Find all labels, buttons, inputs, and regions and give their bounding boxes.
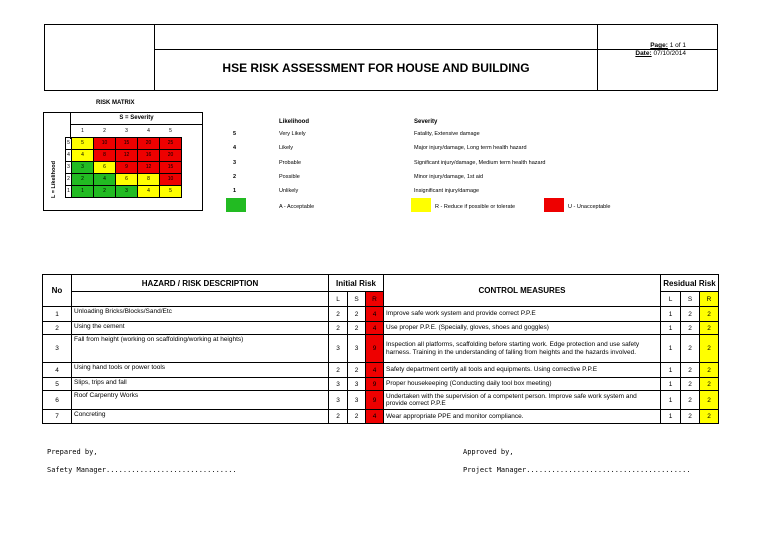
legend-severity: Minor injury/damage, 1st aid — [414, 173, 484, 180]
hazard-description: Using hand tools or power tools — [72, 363, 329, 378]
col-header-initial-s: S — [348, 292, 366, 307]
col-header-hazard: HAZARD / RISK DESCRIPTION — [72, 275, 329, 292]
row-number: 3 — [43, 335, 72, 363]
residual-likelihood: 1 — [661, 322, 681, 335]
residual-likelihood: 1 — [661, 335, 681, 363]
initial-risk-rating: 9 — [366, 378, 384, 391]
matrix-col-header: 1 — [81, 128, 84, 135]
col-header-control: CONTROL MEASURES — [384, 275, 661, 307]
legend-number: 2 — [233, 173, 237, 180]
residual-risk-rating: 2 — [700, 363, 719, 378]
control-measures: Improve safe work system and provide correct P.P.E — [384, 307, 661, 322]
initial-severity: 3 — [348, 335, 366, 363]
hazard-description: Slips, trips and fall — [72, 378, 329, 391]
control-measures: Wear appropriate PPE and monitor compliance. — [384, 410, 661, 424]
safety-manager-line: Safety Manager............................... — [47, 466, 237, 474]
matrix-col-header: 5 — [169, 128, 172, 135]
initial-likelihood: 3 — [329, 335, 348, 363]
initial-risk-rating: 4 — [366, 410, 384, 424]
matrix-cell: 15 — [160, 161, 182, 173]
matrix-cell: 20 — [138, 137, 160, 149]
acceptable-label: A - Acceptable — [279, 204, 315, 210]
initial-risk-rating: 9 — [366, 335, 384, 363]
page-info — [600, 42, 686, 58]
col-header-residual-s: S — [681, 292, 700, 307]
matrix-cell: 5 — [160, 185, 182, 197]
matrix-cell: 6 — [94, 161, 116, 173]
residual-severity: 2 — [681, 410, 700, 424]
matrix-cell: 4 — [72, 149, 94, 161]
residual-risk-rating: 2 — [700, 378, 719, 391]
col-header-residual-r: R — [700, 292, 719, 307]
risk-matrix-grid — [65, 126, 182, 198]
matrix-cell: 10 — [160, 173, 182, 185]
table-row — [43, 335, 719, 363]
initial-likelihood: 2 — [329, 322, 348, 335]
matrix-cell: 1 — [72, 185, 94, 197]
initial-risk-rating: 4 — [366, 322, 384, 335]
legend-likelihood: Probable — [279, 159, 302, 166]
matrix-cell: 8 — [94, 149, 116, 161]
hazard-description: Using the cement — [72, 322, 329, 335]
matrix-row-header: 1 — [66, 185, 72, 197]
row-number: 4 — [43, 363, 72, 378]
table-row — [43, 378, 719, 391]
matrix-row-header: 2 — [66, 173, 72, 185]
control-measures: Safety department certify all tools and equipments. Using corrective P.P.E — [384, 363, 661, 378]
residual-risk-rating: 2 — [700, 391, 719, 410]
reduce-label: R - Reduce if possible or tolerate — [435, 204, 516, 210]
matrix-row-header: 4 — [66, 149, 72, 161]
table-row — [43, 410, 719, 424]
residual-likelihood: 1 — [661, 363, 681, 378]
residual-severity: 2 — [681, 391, 700, 410]
hazard-description: Roof Carpentry Works — [72, 391, 329, 410]
matrix-row-header: 3 — [66, 161, 72, 173]
residual-risk-rating: 2 — [700, 410, 719, 424]
matrix-col-header: 3 — [125, 128, 128, 135]
residual-risk-rating: 2 — [700, 322, 719, 335]
initial-likelihood: 3 — [329, 391, 348, 410]
matrix-cell: 9 — [116, 161, 138, 173]
matrix-cell: 16 — [138, 149, 160, 161]
matrix-col-header: 2 — [103, 128, 106, 135]
page-value: 1 of 1 — [669, 42, 686, 49]
residual-severity: 2 — [681, 335, 700, 363]
col-header-initial-l: L — [329, 292, 348, 307]
approved-by-label: Approved by, — [463, 448, 514, 456]
row-number: 2 — [43, 322, 72, 335]
legend-likelihood: Possible — [279, 173, 300, 180]
col-header-residual-l: L — [661, 292, 681, 307]
acceptable-swatch — [226, 198, 246, 212]
legend-severity-header: Severity — [414, 119, 438, 125]
initial-likelihood: 2 — [329, 363, 348, 378]
col-header-initial-r: R — [366, 292, 384, 307]
initial-severity: 2 — [348, 410, 366, 424]
residual-severity: 2 — [681, 322, 700, 335]
unacceptable-label: U - Unacceptable — [568, 204, 611, 210]
matrix-cell: 10 — [94, 137, 116, 149]
matrix-col-header: 4 — [147, 128, 150, 135]
table-row — [43, 363, 719, 378]
document-title: HSE RISK ASSESSMENT FOR HOUSE AND BUILDING — [222, 61, 530, 75]
matrix-cell: 12 — [116, 149, 138, 161]
initial-severity: 3 — [348, 391, 366, 410]
matrix-cell: 25 — [160, 137, 182, 149]
legend-number: 4 — [233, 145, 237, 152]
page-label: Page: — [650, 42, 668, 49]
row-number: 7 — [43, 410, 72, 424]
initial-risk-rating: 9 — [366, 391, 384, 410]
matrix-cell: 8 — [138, 173, 160, 185]
hazard-description: Concreting — [72, 410, 329, 424]
col-header-residual-risk: Residual Risk — [661, 275, 719, 292]
residual-likelihood: 1 — [661, 307, 681, 322]
row-number: 5 — [43, 378, 72, 391]
matrix-title: RISK MATRIX — [96, 100, 135, 106]
header-divider-left — [154, 24, 155, 91]
matrix-cell: 6 — [116, 173, 138, 185]
residual-likelihood: 1 — [661, 378, 681, 391]
table-row — [43, 391, 719, 410]
hazard-description: Unloading Bricks/Blocks/Sand/Etc — [72, 307, 329, 322]
legend-severity: Major injury/damage, Long term health hazard — [414, 145, 527, 152]
table-row — [43, 307, 719, 322]
unacceptable-swatch — [544, 198, 564, 212]
legend-severity: Fatality, Extensive damage — [414, 131, 480, 137]
matrix-cell: 2 — [72, 173, 94, 185]
matrix-severity-header: S = Severity — [119, 115, 154, 121]
date-value: 07/10/2014 — [653, 50, 686, 57]
initial-risk-rating: 4 — [366, 307, 384, 322]
table-row — [43, 322, 719, 335]
row-number: 1 — [43, 307, 72, 322]
residual-severity: 2 — [681, 307, 700, 322]
legend-number: 1 — [233, 188, 237, 195]
matrix-cell: 5 — [72, 137, 94, 149]
control-measures: Undertaken with the supervision of a competent person. Improve safe work system and provide correct P.P.E — [384, 391, 661, 410]
legend-severity: Insignificant injury/damage — [414, 188, 480, 195]
initial-likelihood: 2 — [329, 410, 348, 424]
col-header-no: No — [43, 275, 72, 307]
initial-severity: 2 — [348, 363, 366, 378]
col-header-initial-risk: Initial Risk — [329, 275, 384, 292]
matrix-cell: 4 — [94, 173, 116, 185]
legend-likelihood-header: Likelihood — [279, 119, 309, 125]
matrix-row-header: 5 — [66, 137, 72, 149]
col-header-hazard-blank — [72, 292, 329, 307]
initial-likelihood: 3 — [329, 378, 348, 391]
initial-severity: 2 — [348, 322, 366, 335]
legend-likelihood: Unlikely — [279, 188, 299, 195]
initial-severity: 3 — [348, 378, 366, 391]
matrix-cell: 2 — [94, 185, 116, 197]
project-manager-line: Project Manager....................................... — [463, 466, 691, 474]
initial-likelihood: 2 — [329, 307, 348, 322]
matrix-sev-underline — [70, 124, 203, 125]
initial-risk-rating: 4 — [366, 363, 384, 378]
legend-likelihood: Very Likely — [279, 131, 306, 137]
hazard-description: Fall from height (working on scaffolding/working at heights) — [72, 335, 329, 363]
residual-risk-rating: 2 — [700, 307, 719, 322]
control-measures: Inspection all platforms, scaffolding before starting work. Edge protection and use safety harness. Training in the understanding of falling from heights and the hazards involved. — [384, 335, 661, 363]
date-label: Date: — [635, 50, 652, 57]
matrix-cell: 15 — [116, 137, 138, 149]
prepared-by-label: Prepared by, — [47, 448, 98, 456]
matrix-cell: 12 — [138, 161, 160, 173]
hazard-table — [42, 274, 719, 424]
initial-severity: 2 — [348, 307, 366, 322]
control-measures: Use proper P.P.E. (Specially, gloves, shoes and goggles) — [384, 322, 661, 335]
reduce-swatch — [411, 198, 431, 212]
residual-severity: 2 — [681, 378, 700, 391]
matrix-cell: 4 — [138, 185, 160, 197]
residual-likelihood: 1 — [661, 410, 681, 424]
matrix-likelihood-label: L = Likelihood — [51, 160, 57, 198]
control-measures: Proper housekeeping (Conducting daily tool box meeting) — [384, 378, 661, 391]
legend-number: 3 — [233, 159, 237, 166]
matrix-cell: 20 — [160, 149, 182, 161]
matrix-cell: 3 — [116, 185, 138, 197]
residual-likelihood: 1 — [661, 391, 681, 410]
legend-likelihood: Likely — [279, 145, 294, 152]
residual-risk-rating: 2 — [700, 335, 719, 363]
header-divider-right — [597, 24, 598, 91]
matrix-cell: 3 — [72, 161, 94, 173]
row-number: 6 — [43, 391, 72, 410]
legend-severity: Significant injury/damage, Medium term health hazard — [414, 159, 546, 166]
legend-number: 5 — [233, 131, 237, 137]
residual-severity: 2 — [681, 363, 700, 378]
